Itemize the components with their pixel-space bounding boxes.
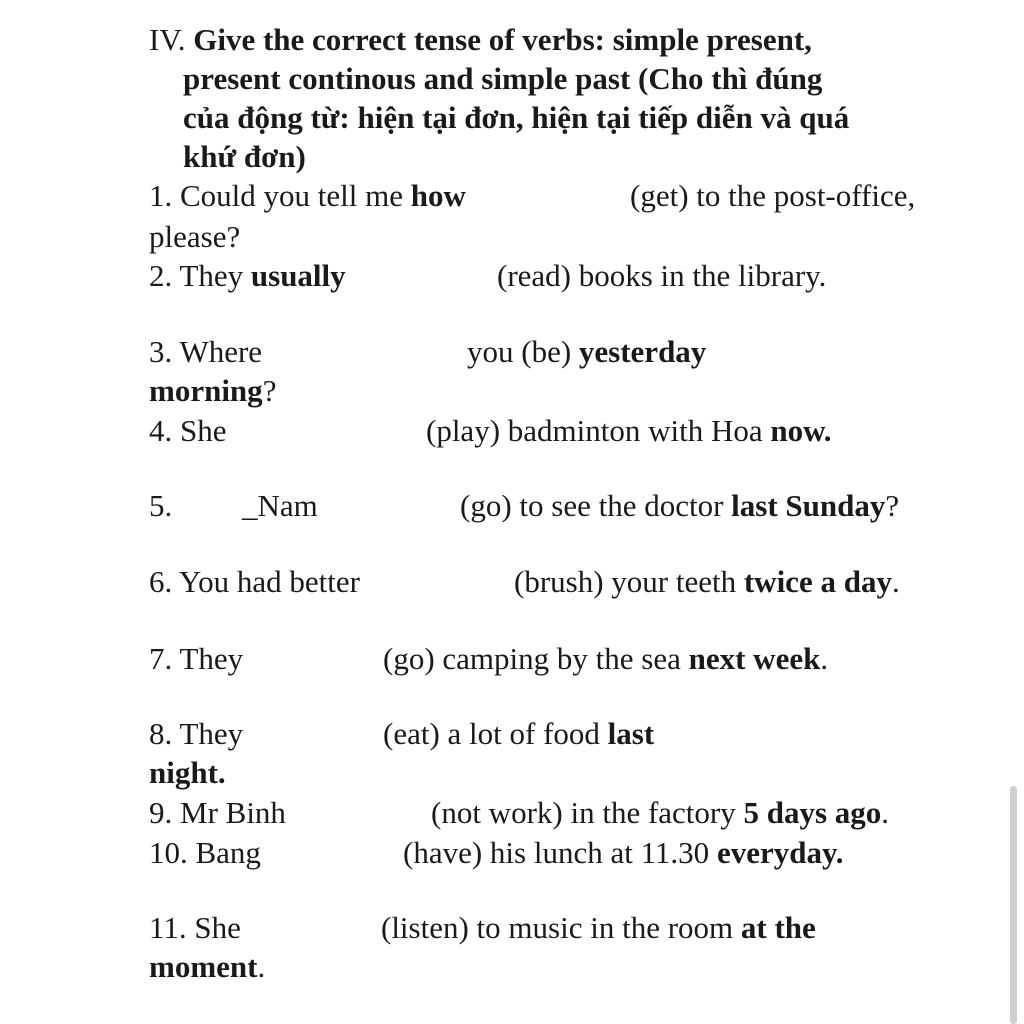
question-3-wrap: morning? bbox=[149, 373, 277, 408]
vertical-scrollbar[interactable] bbox=[1010, 786, 1017, 1024]
question-1-wrap: please? bbox=[149, 219, 241, 254]
exercise-heading bbox=[149, 20, 969, 176]
heading-text-1: Give the correct tense of verbs: simple present, bbox=[193, 22, 812, 57]
question-8-rest: (eat) a lot of food last bbox=[383, 716, 655, 751]
question-5-subject: _Nam bbox=[242, 488, 318, 523]
question-2-rest: (read) books in the library. bbox=[497, 258, 827, 293]
question-8-wrap: night. bbox=[149, 755, 226, 790]
question-11-start: 11. She bbox=[149, 910, 241, 945]
question-1-start: 1. Could you tell me how bbox=[149, 178, 466, 213]
heading-line-2: present continous and simple past (Cho thì đúng bbox=[183, 61, 823, 96]
heading-line-4: khứ đơn) bbox=[183, 139, 306, 174]
question-3-start: 3. Where bbox=[149, 334, 263, 369]
question-2-start: 2. They usually bbox=[149, 258, 346, 293]
question-9-start: 9. Mr Binh bbox=[149, 795, 286, 830]
question-7-start: 7. They bbox=[149, 641, 244, 676]
question-10-start: 10. Bang bbox=[149, 835, 261, 870]
question-7-rest: (go) camping by the sea next week. bbox=[383, 641, 829, 676]
question-10-rest: (have) his lunch at 11.30 everyday. bbox=[403, 835, 844, 870]
question-3-rest: you (be) yesterday bbox=[467, 334, 707, 369]
question-11-wrap: moment. bbox=[149, 949, 266, 984]
question-4-start: 4. She bbox=[149, 413, 227, 448]
heading-line-1 bbox=[149, 20, 969, 59]
question-8-start: 8. They bbox=[149, 716, 244, 751]
question-6-rest: (brush) your teeth twice a day. bbox=[514, 564, 900, 599]
question-5-number: 5. bbox=[149, 488, 173, 523]
heading-line-3: của động từ: hiện tại đơn, hiện tại tiếp diễn và quá bbox=[183, 100, 850, 135]
question-5-rest: (go) to see the doctor last Sunday? bbox=[460, 488, 900, 523]
section-number: IV. bbox=[149, 22, 186, 57]
question-6-start: 6. You had better bbox=[149, 564, 360, 599]
question-4-rest: (play) badminton with Hoa now. bbox=[426, 413, 832, 448]
question-1-rest: (get) to the post-office, bbox=[630, 178, 916, 213]
question-11-rest: (listen) to music in the room at the bbox=[381, 910, 816, 945]
question-9-rest: (not work) in the factory 5 days ago. bbox=[431, 795, 890, 830]
